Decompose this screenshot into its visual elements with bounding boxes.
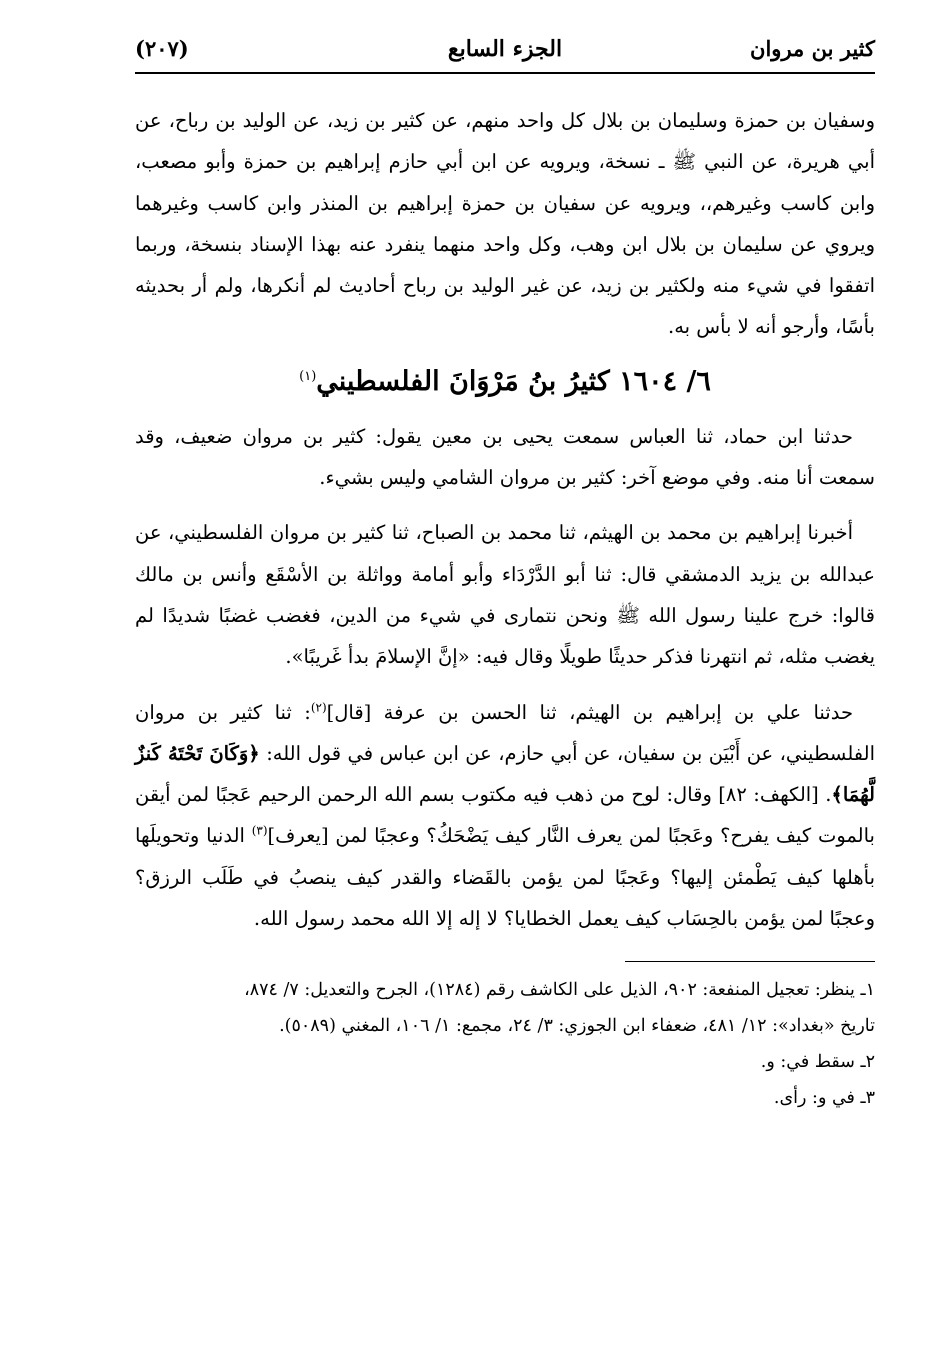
quran-verse: ﴿وَكَانَ تَحْتَهُ كَنزٌ لَّهُمَا﴾ <box>135 741 875 807</box>
footnote-ref-1: (١) <box>299 368 317 384</box>
main-text <box>135 100 875 939</box>
paragraph-continuation: وسفيان بن حمزة وسليمان بن بلال كل واحد منهم، عن كثير بن زيد، عن الوليد بن رباح، عن أبي هريرة، عن النبي ﷺ ـ نسخة، ويرويه عن ابن أبي حازم إبراهيم بن حمزة وأبو مصعب، وابن كاسب وغيرهم،، ويرويه عن سفيان بن حمزة إبراهيم بن المنذر وابن كاسب وغيرهما ويروي عن سليمان بن بلال ابن وهب، وكل واحد منهما ينفرد عنه بهذا الإسناد بنسخة، وربما اتفقوا في شيء منه ولكثير بن زيد، عن غير الوليد بن رباح أحاديث لم أنكرها، ولم أر بحديثه بأسًا، وأرجو أنه لا بأس به. <box>135 109 875 339</box>
paragraph-treasure-part-c: . [الكهف: ٨٢] وقال: لوح من ذهب فيه مكتوب بسم الله الرحمن الرحيم عَجبًا لمن أيقن بالموت كيف يفرح؟ وعَجبًا لمن يعرف النَّار كيف يَضْحَكُ؟ وعجبًا لمن [يعرف] <box>135 783 875 848</box>
footnote-3: ٣ـ في و: رأى. <box>773 1088 875 1109</box>
entry-heading-text: ٦/ ١٦٠٤ كثيرُ بنُ مَرْوَانَ الفلسطيني <box>316 365 711 397</box>
footnote-divider <box>625 961 875 962</box>
page <box>135 30 875 1116</box>
entry-heading <box>135 362 875 402</box>
footnotes <box>135 972 875 1116</box>
paragraph-treasure-part-a: حدثنا علي بن إبراهيم بن الهيثم، ثنا الحسن بن عرفة [قال] <box>326 700 854 724</box>
page-header <box>135 30 875 74</box>
footnote-ref-3: (٣) <box>251 823 268 838</box>
volume-title: الجزء السابع <box>447 36 563 62</box>
paragraph-treasure-part-b: : ثنا كثير بن مروان الفلسطيني، عن أَبْيَن بن سفيان، عن أبي حازم، عن ابن عباس في قول الله: <box>135 700 876 765</box>
paragraph-hadith-islam: أخبرنا إبراهيم بن محمد بن الهيثم، ثنا محمد بن الصباح، ثنا كثير بن مروان الفلسطيني، عن عبدالله بن يزيد الدمشقي قال: ثنا أبو الدَّرْدَاء وأبو أمامة وواثلة بن الأسْقَع وأنس بن مالك قالوا: خرج علينا رسول الله ﷺ ونحن نتمارى في شيء من الدين، فغضب غضبًا شديدًا لم يغضب مثله، ثم انتهرنا فذكر حديثًا طويلًا وقال فيه: «إنَّ الإسلامَ بدأ غَريبًا». <box>135 521 875 669</box>
running-title: كثير بن مروان <box>750 36 875 61</box>
footnote-2: ٢ـ سقط في: و. <box>760 1052 875 1073</box>
footnote-1-line-2: تاريخ «بغداد»: ١٢/ ٤٨١، ضعفاء ابن الجوزي: ٣/ ٢٤، مجمع: ١/ ١٠٦، المغني (٥٠٨٩). <box>279 1016 875 1037</box>
page-number: (٢٠٧) <box>135 36 189 61</box>
paragraph-treasure <box>135 692 875 940</box>
footnote-ref-2: (٢) <box>310 700 327 715</box>
paragraph-treasure-part-d: الدنيا وتحويلَها بأهلها كيف يَطْمئن إليها؟ وعَجبًا لمن يؤمن بالقَضاء والقدر كيف ينصبُ في طَلَب الرزق؟ وعجبًا لمن يؤمن بالحِسَاب كيف يعمل الخطايا؟ لا إله إلا الله محمد رسول الله. <box>135 824 875 931</box>
paragraph-ibn-hammad: حدثنا ابن حماد، ثنا العباس سمعت يحيى بن معين يقول: كثير بن مروان ضعيف، وقد سمعت أنا منه. وفي موضع آخر: كثير بن مروان الشامي وليس بشيء. <box>135 424 875 490</box>
footnote-1-line-1: ١ـ ينظر: تعجيل المنفعة: ٩٠٢، الذيل على الكاشف رقم (١٢٨٤)، الجرح والتعديل: ٧/ ٨٧٤، <box>244 980 875 1001</box>
